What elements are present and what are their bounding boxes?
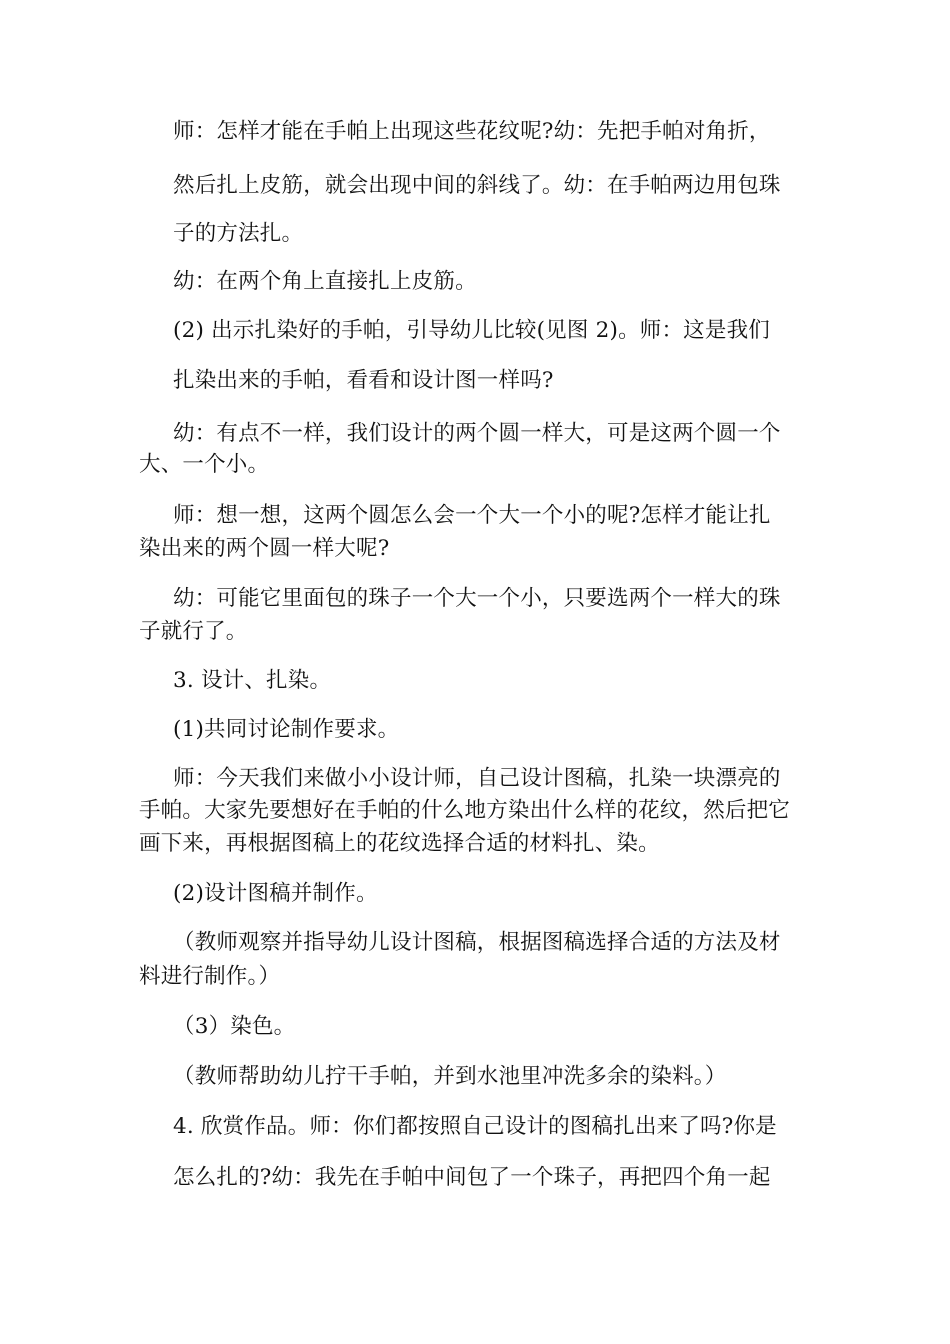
text-line: 大、一个小。 [139,452,270,477]
text-line: 师：想一想，这两个圆怎么会一个大一个小的呢?怎样才能让扎 [173,503,771,528]
text-line: 料进行制作。） [139,964,281,989]
text-line: 幼：有点不一样，我们设计的两个圆一样大，可是这两个圆一个 [173,421,781,446]
text-line: 子就行了。 [139,619,248,644]
text-line: (2) 出示扎染好的手帕，引导幼儿比较(见图 2)。师：这是我们 [173,318,770,343]
text-line: 扎染出来的手帕，看看和设计图一样吗? [173,368,554,393]
text-line: 师：今天我们来做小小设计师，自己设计图稿，扎染一块漂亮的 [173,766,781,791]
text-line: (1)共同讨论制作要求。 [173,717,400,742]
text-line: 4. 欣赏作品。师：你们都按照自己设计的图稿扎出来了吗?你是 [173,1114,777,1139]
text-line: 怎么扎的?幼：我先在手帕中间包了一个珠子，再把四个角一起 [173,1165,771,1190]
text-line: 子的方法扎。 [173,221,304,246]
text-line: 幼：可能它里面包的珠子一个大一个小，只要选两个一样大的珠 [173,586,781,611]
text-line: （教师观察并指导幼儿设计图稿，根据图稿选择合适的方法及材 [173,930,781,955]
text-line: 3. 设计、扎染。 [173,668,332,693]
text-line: 手帕。大家先要想好在手帕的什么地方染出什么样的花纹，然后把它 [139,798,791,823]
text-line: 染出来的两个圆一样大呢? [139,536,390,561]
text-line: 然后扎上皮筋，就会出现中间的斜线了。幼：在手帕两边用包珠 [173,173,781,198]
text-line: 画下来，再根据图稿上的花纹选择合适的材料扎、染。 [139,831,660,856]
text-line: 幼：在两个角上直接扎上皮筋。 [173,269,477,294]
text-line: (2)设计图稿并制作。 [173,881,378,906]
text-line: （3）染色。 [173,1014,296,1039]
text-line: （教师帮助幼儿拧干手帕，并到水池里冲洗多余的染料。） [173,1064,727,1089]
text-line: 师：怎样才能在手帕上出现这些花纹呢?幼：先把手帕对角折， [173,119,771,144]
